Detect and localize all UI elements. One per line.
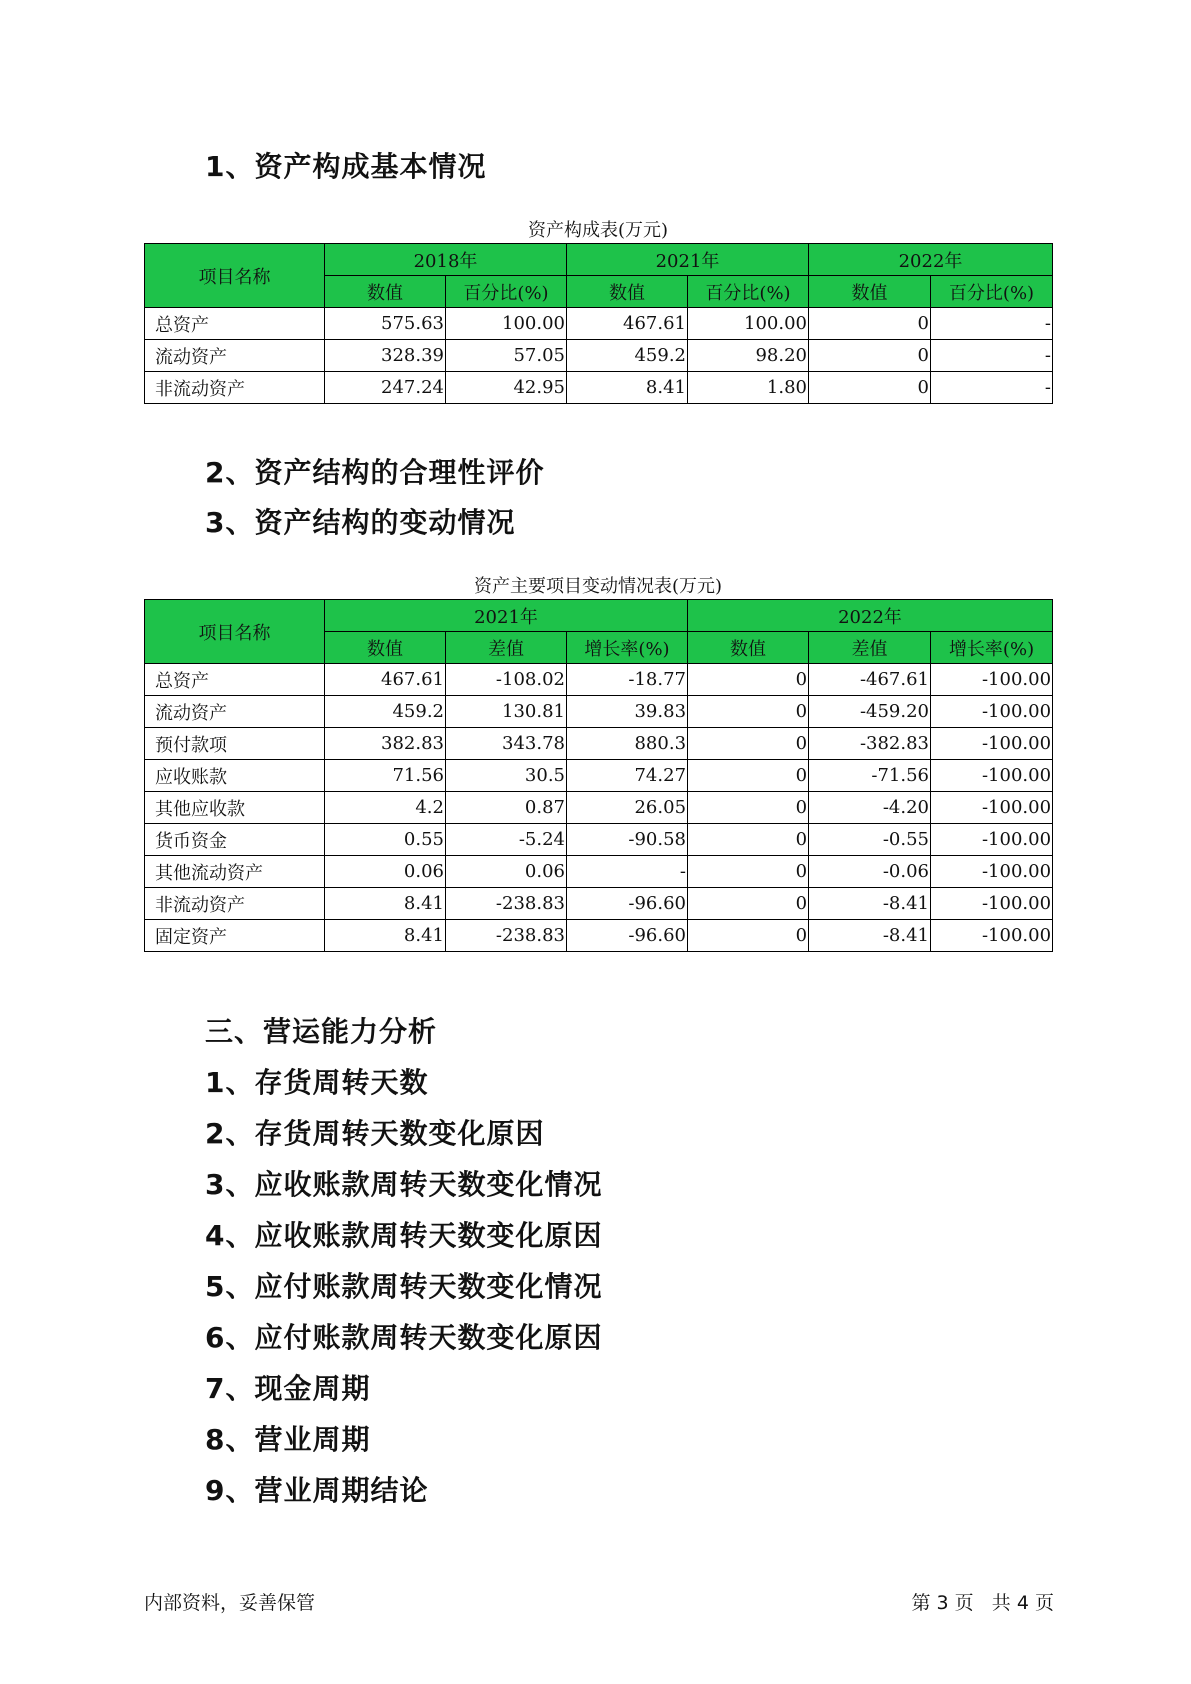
section-heading-asset-composition: 1、资产构成基本情况 [205, 150, 487, 183]
page-suffix: 页 [1034, 1592, 1054, 1614]
table1-sub-header-pct: 百分比(%) [688, 276, 809, 308]
table-cell: -467.61 [809, 664, 931, 696]
table-cell: 0 [809, 308, 931, 340]
page-mid: 页 共 [954, 1592, 1011, 1614]
table-cell: 0.55 [325, 824, 446, 856]
table1-header-row-years [145, 244, 1053, 276]
table-cell: 0 [688, 792, 809, 824]
table-row [145, 308, 1053, 340]
table1-year-header: 2021年 [567, 244, 809, 276]
table1-sub-header-pct: 百分比(%) [446, 276, 567, 308]
table-cell: 459.2 [325, 696, 446, 728]
table2-sub-header-value: 数值 [325, 632, 446, 664]
table-cell: -96.60 [567, 888, 688, 920]
table2-year-header: 2022年 [688, 600, 1053, 632]
table-cell: 328.39 [325, 340, 446, 372]
table-cell: 343.78 [446, 728, 567, 760]
table-cell: 74.27 [567, 760, 688, 792]
page-prefix: 第 [911, 1592, 931, 1614]
table-cell: 0.06 [446, 856, 567, 888]
section-heading-op-item: 7、现金周期 [205, 1372, 371, 1405]
table-cell: 0 [688, 920, 809, 952]
table-cell: 0 [688, 728, 809, 760]
table1-sub-header-value: 数值 [567, 276, 688, 308]
section-heading-op-item: 4、应收账款周转天数变化原因 [205, 1219, 603, 1252]
table-cell: - [931, 372, 1053, 404]
row-name: 其他流动资产 [145, 856, 325, 888]
asset-change-table [144, 599, 1053, 952]
table-cell: -100.00 [931, 696, 1053, 728]
table-cell: -238.83 [446, 888, 567, 920]
table-cell: 42.95 [446, 372, 567, 404]
table2-caption: 资产主要项目变动情况表(万元) [473, 576, 723, 597]
footer-page-indicator [911, 1588, 1054, 1615]
table-cell: 0 [688, 888, 809, 920]
table-cell: 247.24 [325, 372, 446, 404]
table1-sub-header-value: 数值 [809, 276, 931, 308]
table-cell: 0 [809, 372, 931, 404]
table-cell: 880.3 [567, 728, 688, 760]
row-name: 货币资金 [145, 824, 325, 856]
table-cell: 0.06 [325, 856, 446, 888]
table-cell: 575.63 [325, 308, 446, 340]
table-cell: 71.56 [325, 760, 446, 792]
section-heading-operating-capacity: 三、营运能力分析 [205, 1015, 438, 1048]
table2-sub-header-value: 数值 [688, 632, 809, 664]
table-cell: -18.77 [567, 664, 688, 696]
section-heading-op-item: 8、营业周期 [205, 1423, 371, 1456]
table-cell: 8.41 [325, 888, 446, 920]
table-cell: 100.00 [446, 308, 567, 340]
section-heading-asset-structure-change: 3、资产结构的变动情况 [205, 506, 516, 539]
table2-col-item-header: 项目名称 [145, 600, 325, 664]
table-cell: 57.05 [446, 340, 567, 372]
table-row [145, 792, 1053, 824]
table-cell: -4.20 [809, 792, 931, 824]
table2-sub-header-diff: 差值 [446, 632, 567, 664]
footer-confidential-note: 内部资料，妥善保管 [144, 1592, 316, 1614]
section-heading-asset-structure-evaluation: 2、资产结构的合理性评价 [205, 456, 545, 489]
table-cell: 100.00 [688, 308, 809, 340]
table-cell: 0 [688, 856, 809, 888]
row-name: 流动资产 [145, 340, 325, 372]
table-cell: -459.20 [809, 696, 931, 728]
row-name: 总资产 [145, 308, 325, 340]
table-cell: 30.5 [446, 760, 567, 792]
table-cell: 1.80 [688, 372, 809, 404]
table-cell: 39.83 [567, 696, 688, 728]
table-cell: -100.00 [931, 856, 1053, 888]
table2-sub-header-diff: 差值 [809, 632, 931, 664]
table-cell: 8.41 [325, 920, 446, 952]
section-heading-op-item: 5、应付账款周转天数变化情况 [205, 1270, 603, 1303]
row-name: 流动资产 [145, 696, 325, 728]
table-row [145, 888, 1053, 920]
table-row [145, 856, 1053, 888]
table-cell: - [931, 308, 1053, 340]
table1-col-item-header: 项目名称 [145, 244, 325, 308]
table1-year-header: 2018年 [325, 244, 567, 276]
table-cell: 0.87 [446, 792, 567, 824]
table-cell: 26.05 [567, 792, 688, 824]
row-name: 其他应收款 [145, 792, 325, 824]
table-cell: 467.61 [325, 664, 446, 696]
table-cell: 98.20 [688, 340, 809, 372]
table-cell: - [931, 340, 1053, 372]
table-cell: -5.24 [446, 824, 567, 856]
table-cell: 8.41 [567, 372, 688, 404]
table-cell: 0 [688, 760, 809, 792]
table1-caption: 资产构成表(万元) [527, 220, 669, 241]
page-number: 3 [936, 1592, 949, 1614]
page-total: 4 [1016, 1592, 1029, 1614]
asset-composition-table [144, 243, 1053, 404]
table-cell: -100.00 [931, 824, 1053, 856]
table1-sub-header-pct: 百分比(%) [931, 276, 1053, 308]
section-heading-op-item: 9、营业周期结论 [205, 1474, 429, 1507]
row-name: 应收账款 [145, 760, 325, 792]
table-cell: 0 [809, 340, 931, 372]
table-cell: -100.00 [931, 888, 1053, 920]
table2-header-row-years [145, 600, 1053, 632]
table-cell: 130.81 [446, 696, 567, 728]
table-cell: -382.83 [809, 728, 931, 760]
table-cell: -100.00 [931, 728, 1053, 760]
table-cell: -0.06 [809, 856, 931, 888]
table-cell: 467.61 [567, 308, 688, 340]
table2-year-header: 2021年 [325, 600, 688, 632]
table-cell: -0.55 [809, 824, 931, 856]
section-heading-op-item: 1、存货周转天数 [205, 1066, 429, 1099]
table-cell: 0 [688, 824, 809, 856]
row-name: 预付款项 [145, 728, 325, 760]
section-heading-op-item: 2、存货周转天数变化原因 [205, 1117, 545, 1150]
table-cell: 382.83 [325, 728, 446, 760]
table-cell: -71.56 [809, 760, 931, 792]
row-name: 总资产 [145, 664, 325, 696]
table-cell: -100.00 [931, 664, 1053, 696]
table-row [145, 664, 1053, 696]
table-cell: -90.58 [567, 824, 688, 856]
table2-sub-header-growth: 增长率(%) [567, 632, 688, 664]
row-name: 非流动资产 [145, 888, 325, 920]
table-row [145, 824, 1053, 856]
table-cell: -100.00 [931, 920, 1053, 952]
table-cell: 459.2 [567, 340, 688, 372]
table-cell: -100.00 [931, 760, 1053, 792]
table-row [145, 340, 1053, 372]
table-cell: -100.00 [931, 792, 1053, 824]
table-row [145, 920, 1053, 952]
table-cell: -96.60 [567, 920, 688, 952]
table-cell: -8.41 [809, 920, 931, 952]
table-cell: 0 [688, 664, 809, 696]
table-cell: 0 [688, 696, 809, 728]
table-row [145, 372, 1053, 404]
table-cell: -108.02 [446, 664, 567, 696]
table-row [145, 728, 1053, 760]
table1-year-header: 2022年 [809, 244, 1053, 276]
table-cell: -8.41 [809, 888, 931, 920]
table-cell: 4.2 [325, 792, 446, 824]
table-row [145, 696, 1053, 728]
table-cell: -238.83 [446, 920, 567, 952]
table-row [145, 760, 1053, 792]
section-heading-op-item: 3、应收账款周转天数变化情况 [205, 1168, 603, 1201]
row-name: 固定资产 [145, 920, 325, 952]
section-heading-op-item: 6、应付账款周转天数变化原因 [205, 1321, 603, 1354]
table-cell: - [567, 856, 688, 888]
table2-sub-header-growth: 增长率(%) [931, 632, 1053, 664]
table1-sub-header-value: 数值 [325, 276, 446, 308]
row-name: 非流动资产 [145, 372, 325, 404]
